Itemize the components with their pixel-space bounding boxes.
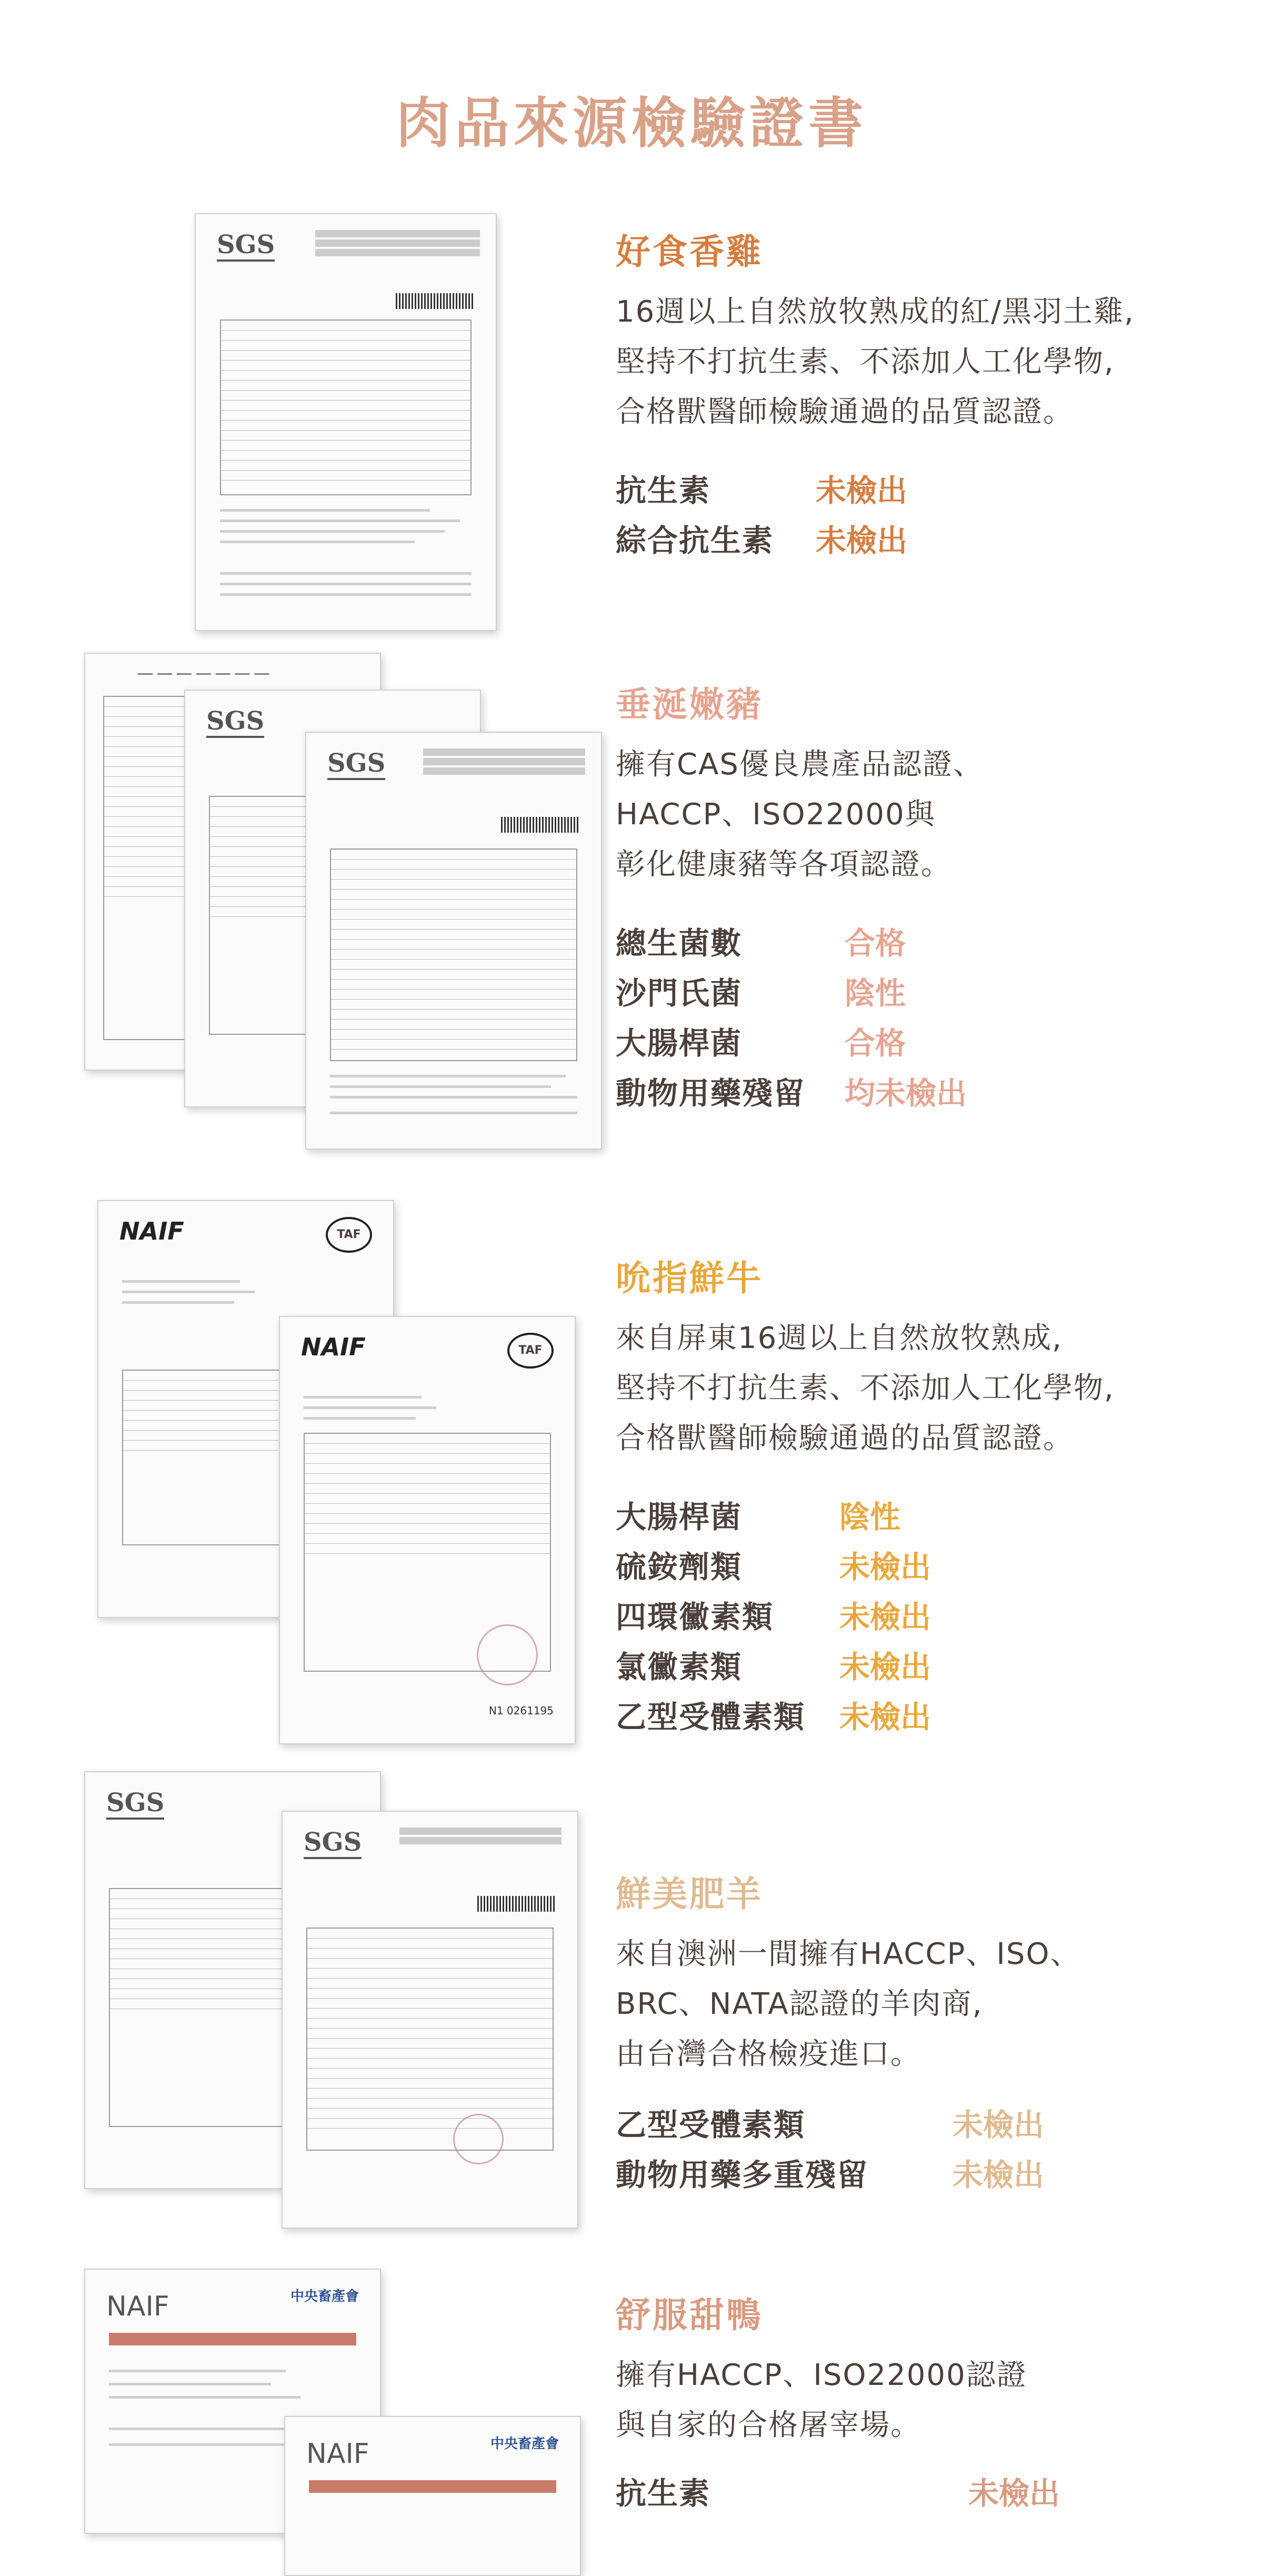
naif-logo: NAIF (306, 2438, 369, 2470)
product-name: 鮮美肥羊 (616, 1874, 763, 1914)
certificate-image (282, 1811, 578, 2229)
product-description: 擁有HACCP、ISO22000認證 與自家的合格屠宰場。 (616, 2358, 1027, 2442)
page-title: 肉品來源檢驗證書 (395, 91, 867, 155)
product-description: 來自屏東16週以上自然放牧熟成, 堅持不打抗生素、不添加人工化學物, 合格獸醫師檢驗通過的品質認證。 (616, 1321, 1115, 1455)
barcode (501, 817, 580, 833)
product-name: 舒服甜鴨 (616, 2295, 763, 2335)
certificate-header (315, 228, 480, 258)
naif-logo: NAIF (301, 1333, 366, 1361)
report-number: N1 0261195 (488, 1704, 554, 1717)
sgs-logo: SGS (304, 1828, 362, 1859)
seal-stamp (477, 1624, 538, 1685)
taf-logo: TAF (326, 1217, 372, 1253)
product-description: 來自澳洲一間擁有HACCP、ISO、 BRC、NATA認證的羊肉商, 由台灣合格檢疫進口。 (616, 1937, 1081, 2071)
sgs-logo: SGS (206, 706, 264, 738)
product-name: 好食香雞 (616, 232, 763, 272)
naif-logo: NAIF (106, 2291, 169, 2322)
central-livestock-logo: 中央畜產會 (290, 2289, 359, 2304)
test-table (220, 319, 472, 495)
naif-logo: NAIF (119, 1217, 184, 1245)
barcode (396, 293, 475, 309)
handwritten-ledger-heading: ― ― ― ― ― ― ― (138, 664, 269, 682)
sgs-logo: SGS (327, 748, 385, 780)
certificate-image (279, 1316, 576, 1744)
product-name: 垂涎嫩豬 (616, 684, 763, 725)
seal-stamp (453, 2114, 504, 2164)
barcode (477, 1896, 556, 1912)
certificate-image (305, 732, 602, 1150)
central-livestock-logo: 中央畜產會 (490, 2436, 559, 2452)
certificate-image (195, 213, 497, 631)
sgs-logo: SGS (106, 1788, 164, 1820)
product-description: 16週以上自然放牧熟成的紅/黑羽土雞, 堅持不打抗生素、不添加人工化學物, 合格獸醫師檢驗通過的品質認證。 (616, 295, 1135, 429)
certificate-image (284, 2416, 581, 2576)
product-name: 吮指鮮牛 (616, 1258, 763, 1299)
report-title-bar (109, 2333, 356, 2345)
taf-logo: TAF (507, 1333, 554, 1369)
product-description: 擁有CAS優良農產品認證、 HACCP、ISO22000與 彰化健康豬等各項認證。 (616, 747, 984, 882)
sgs-logo: SGS (217, 230, 275, 262)
report-title-bar (309, 2480, 556, 2493)
